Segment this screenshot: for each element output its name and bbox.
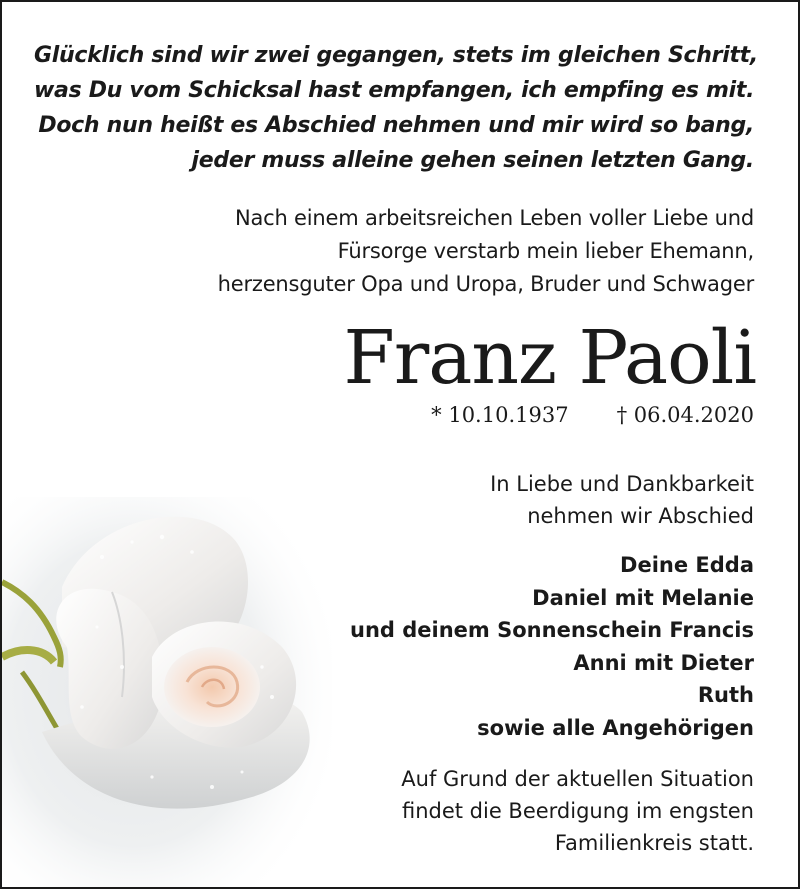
farewell-line: In Liebe und Dankbarkeit (490, 472, 754, 496)
farewell-line: nehmen wir Abschied (527, 504, 754, 528)
mourner: Daniel mit Melanie (532, 585, 754, 610)
farewell-text (254, 468, 754, 532)
funeral-note (254, 763, 754, 859)
poem-line: Glücklich sind wir zwei gegangen, stets im gleichen Schritt, (34, 43, 758, 68)
mourner: Anni mit Dieter (573, 650, 754, 675)
intro-line: Nach einem arbeitsreichen Leben voller Liebe und (234, 206, 754, 230)
poem-line: Doch nun heißt es Abschied nehmen und mir wird so bang, (38, 113, 754, 138)
birth-date: * 10.10.1937 (431, 403, 569, 427)
intro-line: herzensguter Opa und Uropa, Bruder und Schwager (217, 272, 754, 296)
note-line: findet die Beerdigung im engsten (401, 799, 754, 823)
death-date: † 06.04.2020 (616, 403, 754, 427)
mourner: Deine Edda (620, 553, 754, 577)
poem-line: was Du vom Schicksal hast empfangen, ich empfing es mit. (34, 78, 755, 103)
mourner: Ruth (697, 683, 754, 707)
note-line: Familienkreis statt. (554, 831, 754, 855)
intro-text (34, 202, 754, 301)
mourner: sowie alle Angehörigen (477, 715, 754, 740)
life-dates (254, 400, 754, 430)
mourner: und deinem Sonnenschein Francis (350, 618, 754, 642)
poem-line: jeder muss alleine gehen seinen letzten Gang. (191, 148, 754, 173)
intro-line: Fürsorge verstarb mein lieber Ehemann, (337, 239, 754, 263)
mourners-list (154, 549, 754, 744)
poem (34, 38, 758, 178)
deceased-name: Franz Paoli (343, 315, 756, 401)
note-line: Auf Grund der aktuellen Situation (401, 767, 754, 791)
